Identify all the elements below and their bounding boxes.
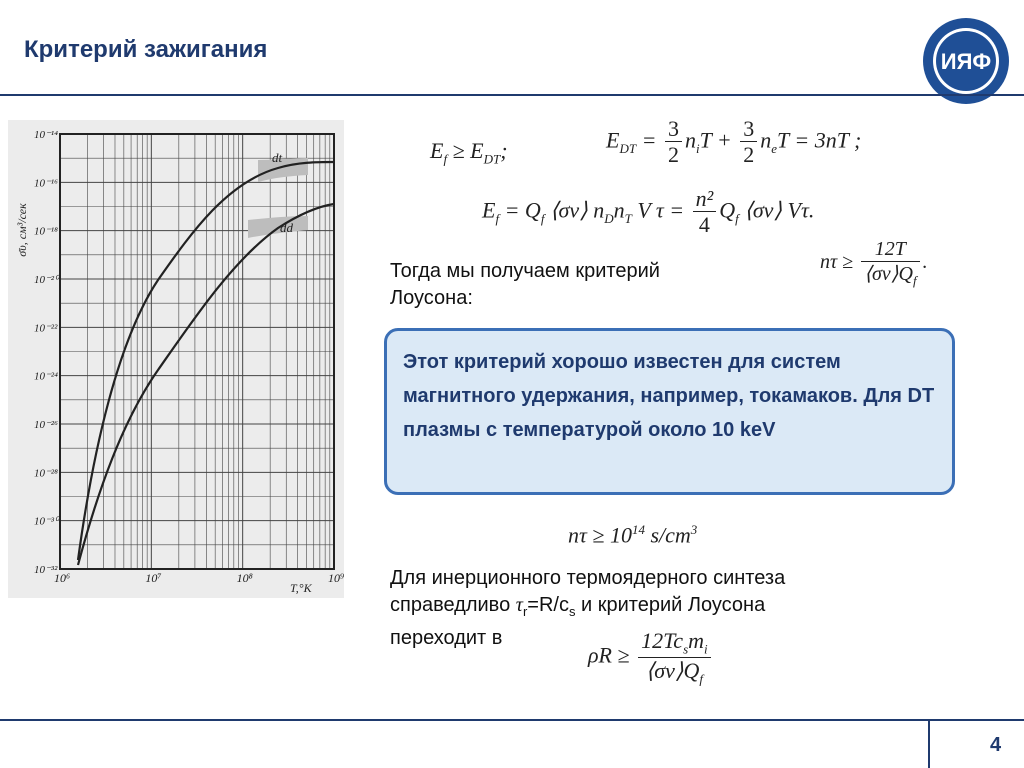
y-tick-label: 10⁻³²: [34, 564, 58, 576]
header-divider: [0, 94, 1024, 96]
inertial-fusion-text: Для инерционного термоядерного синтеза справедливо $\tau_r=R/c_s$ и критерий Лоусона переходит в: [390, 567, 786, 649]
institute-logo: [921, 16, 1011, 106]
y-axis-title: σ̄υ, см³/сек: [15, 203, 29, 257]
y-tick-label: 10⁻²⁰: [34, 274, 59, 286]
curve-label-dt: dt: [272, 150, 283, 165]
formula-energy-dt: $E_{DT}$ = $\frac{3}{2}$ $n_iT$ + $\frac{3}{2}$ $n_eT = 3nT$ ;: [606, 116, 862, 168]
footer-divider: [0, 719, 1024, 721]
y-tick-label: 10⁻¹⁴: [34, 129, 58, 141]
formula-ignition-condition: $E_f \ge E_{DT}$;: [430, 138, 508, 167]
y-tick-label: 10⁻³⁰: [34, 515, 59, 528]
magnetic-confinement-callout: Этот критерий хорошо известен для систем магнитного удержания, например, токамаков. Для DT плазмы с температурой около 10 keV: [384, 328, 955, 495]
x-tick-label: 10⁶: [54, 571, 71, 585]
y-tick-label: 10⁻²⁶: [34, 419, 58, 431]
page-number: 4: [990, 734, 1002, 756]
y-tick-label: 10⁻¹⁸: [34, 225, 58, 238]
x-tick-label: 10⁸: [236, 571, 253, 585]
x-tick-label: 10⁷: [145, 571, 162, 585]
curve-label-dd: dd: [280, 220, 293, 235]
y-tick-label: 10⁻¹⁶: [34, 177, 58, 190]
formula-fusion-energy: $E_f = Q_f$ ⟨σv⟩ $n_Dn_T$ V τ = $\frac{\text{n²}}{4}$ $Q_f$ ⟨σv⟩ Vτ.: [482, 186, 815, 238]
formula-rho-r-criterion: ρR ≥ $\frac{12Tc_sm_i}{⟨\sigma v⟩Q_f}$: [588, 628, 714, 687]
lawson-intro-text: Тогда мы получаем критерий Лоусона:: [390, 260, 660, 309]
formula-ntau-value: $n\tau \ge 10^{14}$ $s/cm^3$: [568, 522, 698, 548]
y-tick-label: 10⁻²²: [34, 322, 58, 335]
footer-separator: [928, 719, 930, 768]
logo-text: ИЯФ: [940, 49, 992, 74]
page-title: Критерий зажигания: [24, 36, 268, 63]
y-tick-label: 10⁻²⁴: [34, 370, 58, 383]
reactivity-graph: [8, 120, 344, 598]
formula-lawson-criterion: nτ ≥ $\frac{12T}{⟨\sigma v⟩Q_f}$ .: [820, 238, 928, 288]
x-tick-label: 10⁹: [328, 571, 344, 585]
x-axis-title: T,°K: [290, 581, 312, 595]
y-tick-label: 10⁻²⁸: [34, 467, 58, 480]
